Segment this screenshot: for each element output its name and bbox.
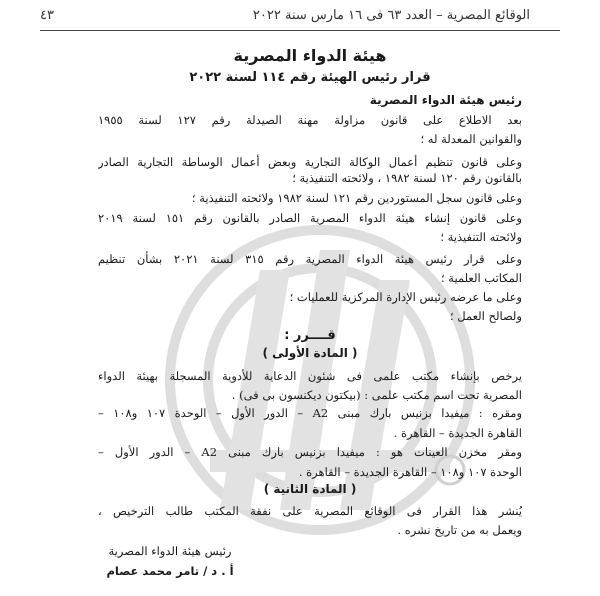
article-1-title: ( المادة الأولى ) bbox=[262, 346, 358, 360]
preamble-line: وعلى قانون إنشاء هيئة الدواء المصرية الصادر بالقانون رقم ١٥١ لسنة ٢٠١٩ bbox=[98, 211, 522, 225]
article-1-line: ومقر مخزن العينات هو : ميفيدا بزنيس بارك مبنى A2 – الدور الأول – bbox=[98, 445, 522, 459]
preamble-line: وعلى قانون تنظيم أعمال الوكالة التجارية وبعض أعمال الوساطة التجارية الصادر bbox=[98, 155, 522, 169]
article-1-line: يرخص بإنشاء مكتب علمى فى شئون الدعاية للأدوية المسجلة بهيئة الدواء bbox=[98, 369, 522, 383]
header-rule bbox=[40, 30, 560, 31]
issue-line: الوقائع المصرية – العدد ٦٣ فى ١٦ مارس سنة ٢٠٢٢ bbox=[252, 8, 530, 23]
preamble-line: ولصالح العمل ؛ bbox=[449, 309, 522, 323]
preamble-line: بعد الاطلاع على قانون مزاولة مهنة الصيدلة رقم ١٢٧ لسنة ١٩٥٥ bbox=[98, 113, 522, 127]
article-1-line: القاهرة الجديدة – القاهرة . bbox=[393, 426, 522, 440]
article-2-line: يُنشر هذا القرار فى الوقائع المصرية على نفقة المكتب طالب الترخيص ، bbox=[98, 504, 522, 518]
preamble-line: وعلى قانون سجل المستوردين رقم ١٢١ لسنة ١٩٨٢ ولائحته التنفيذية ؛ bbox=[191, 191, 522, 205]
preamble-line: وعلى ما عرضه رئيس الإدارة المركزية للعمليات ؛ bbox=[289, 290, 522, 304]
preamble-line: بالقانون رقم ١٢٠ لسنة ١٩٨٢ ، ولائحته التنفيذية ؛ bbox=[292, 171, 522, 185]
signature-name: أ . د / تامر محمد عصام bbox=[106, 564, 234, 578]
preamble-line: المكاتب العلمية ؛ bbox=[441, 271, 522, 285]
decree-title: قرار رئيس الهيئة رقم ١١٤ لسنة ٢٠٢٢ bbox=[189, 70, 431, 85]
preamble-line: ولائحته التنفيذية ؛ bbox=[440, 230, 522, 244]
signature-title: رئيس هيئة الدواء المصرية bbox=[108, 544, 232, 558]
issuer-line: رئيس هيئة الدواء المصرية bbox=[369, 93, 522, 107]
article-1-line: المصرية تحت اسم مكتب علمى : (بيكتون ديكنسون بى فى) . bbox=[231, 388, 522, 402]
page-header bbox=[40, 8, 530, 32]
article-2-title: ( المادة الثانية ) bbox=[263, 482, 357, 496]
preamble-line: والقوانين المعدلة له ؛ bbox=[420, 132, 522, 146]
preamble-line: وعلى قرار رئيس هيئة الدواء المصرية رقم ٣١٥ لسنة ٢٠٢١ بشأن تنظيم bbox=[98, 252, 522, 266]
article-1-line: الوحدة ١٠٧ و١٠٨ – القاهرة الجديدة – القاهرة . bbox=[298, 465, 522, 479]
decides-heading: قــــرر : bbox=[284, 328, 336, 343]
article-2-line: ويعمل به من تاريخ نشره . bbox=[397, 523, 522, 537]
page-number: ٤٣ bbox=[40, 8, 54, 23]
article-1-line: ومقره : ميفيدا بزنيس بارك مبنى A2 – الدور الأول – الوحدة ١٠٧ و١٠٨ – bbox=[98, 406, 522, 420]
authority-title: هيئة الدواء المصرية bbox=[233, 46, 387, 65]
